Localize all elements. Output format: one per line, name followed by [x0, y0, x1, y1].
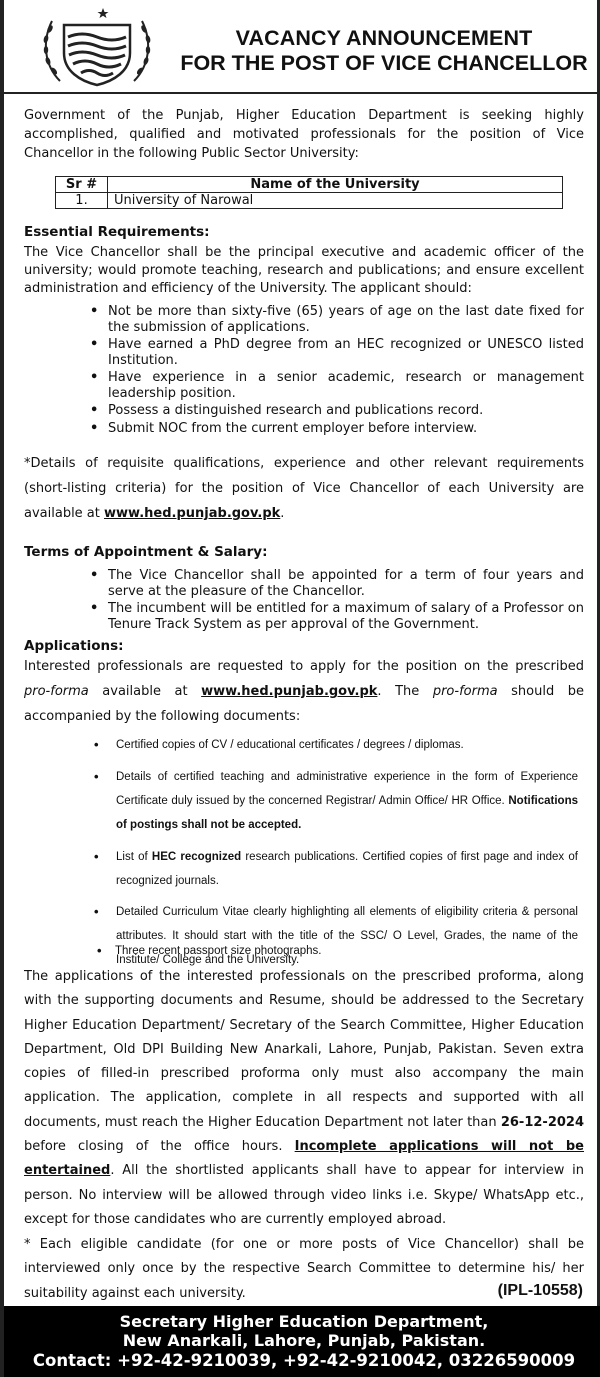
details-note-text: *Details of requisite qualifications, experience and other relevant requirements (short-listing criteria) for the position of Vice Chancellor of each University are available at	[24, 456, 584, 521]
table-row	[56, 193, 563, 209]
applications-text-a: Interested professionals are requested to apply for the position on the prescribed	[24, 659, 584, 674]
list-item: • Not be more than sixty-five (65) years of age on the last date fixed for the submission of applications.	[90, 304, 584, 335]
table-cell-sr: 1.	[56, 193, 108, 209]
header	[4, 0, 600, 94]
table-header-name: Name of the University	[108, 177, 563, 193]
submission-text-a: The applications of the interested professionals on the prescribed proforma, along with the supporting documents and Resume, should be addressed to the Secretary Higher Education Department/ Secretary of the Search Committee, Higher Education Department, Old DPI Building New Anarkali, Lahore, Punjab, Pakistan. Seven extra copies of filled-in prescribed proforma only must also accompany the main application. The application, complete in all respects and supported with all documents, must reach the Higher Education Department not later than	[24, 969, 584, 1130]
punjab-government-emblem-icon	[38, 3, 156, 89]
submission-text-b: before closing of the office hours.	[24, 1139, 295, 1155]
last-date: 26-12-2024	[500, 1114, 584, 1130]
proforma-term: pro-forma	[432, 684, 498, 699]
hed-website-link[interactable]: www.hed.punjab.gov.pk	[201, 684, 378, 699]
applications-text-b: available at	[88, 684, 202, 699]
footer-contact: Contact: +92-42-9210039, +92-42-9210042, 03226590009	[32, 1351, 576, 1370]
title-line-2: FOR THE POST OF VICE CHANCELLOR	[180, 51, 588, 75]
doc-publications-bold: HEC recognized	[151, 851, 242, 863]
hed-website-link[interactable]: www.hed.punjab.gov.pk	[104, 506, 281, 521]
footer-line-1: Secretary Higher Education Department,	[119, 1312, 489, 1331]
details-note-end: .	[280, 506, 285, 521]
list-item: • The Vice Chancellor shall be appointed for a term of four years and serve at the pleasure of the Chancellor.	[90, 568, 584, 599]
reference-number: (IPL-10558)	[497, 1282, 583, 1299]
applications-text	[24, 654, 584, 729]
footer	[4, 1306, 600, 1377]
documents-list	[94, 733, 578, 972]
interview-note: * Each eligible candidate (for one or more posts of Vice Chancellor) shall be interviewed only once by the respective Search Committee to determine his/ her suitability against each university.	[24, 1237, 584, 1301]
table-header-sr: Sr #	[56, 177, 108, 193]
list-item: • Have earned a PhD degree from an HEC recognized or UNESCO listed Institution.	[90, 337, 584, 368]
essential-requirements-list	[90, 304, 584, 438]
university-table	[55, 176, 563, 209]
list-item: • Certified copies of CV / educational certificates / degrees / diplomas.	[94, 733, 578, 757]
essential-requirements-heading: Essential Requirements:	[24, 224, 210, 240]
submission-paragraph	[24, 965, 584, 1232]
list-item: • Have experience in a senior academic, research or management leadership position.	[90, 370, 584, 401]
list-item: • The incumbent will be entitled for a maximum of salary of a Professor on Tenure Track System as per approval of the Government.	[90, 601, 584, 632]
applications-text-d: should be accompanied by the following documents:	[24, 684, 584, 724]
details-note	[24, 451, 584, 526]
list-item: • Detailed Curriculum Vitae clearly highlighting all elements of eligibility criteria & personal attributes. It should start with the title of the SSC/ O Level, Grades, the name of the Institute/ College and the University.	[94, 900, 578, 972]
title-line-1: VACANCY ANNOUNCEMENT	[235, 26, 533, 50]
footer-line-2: New Anarkali, Lahore, Punjab, Pakistan.	[122, 1331, 486, 1350]
list-item: • Submit NOC from the current employer before interview.	[90, 421, 584, 437]
essential-requirements-text: The Vice Chancellor shall be the principal executive and academic officer of the university; would promote teaching, research and publications; and ensure excellent administration and efficiency of the University. The applicant should:	[24, 245, 584, 296]
table-header-row	[56, 177, 563, 193]
doc-publications-b: research publications. Certified copies of first page and index of recognized journals.	[116, 851, 578, 887]
intro-paragraph: Government of the Punjab, Higher Education Department is seeking highly accomplished, qualified and motivated professionals for the position of Vice Chancellor in the following Public Sector University:	[24, 108, 584, 161]
doc-experience-bold: Notifications of postings shall not be accepted.	[116, 795, 578, 831]
table-cell-university: University of Narowal	[108, 193, 563, 209]
proforma-term: pro-forma	[24, 684, 89, 699]
doc-publications-a: List of	[116, 851, 152, 863]
list-item: • Possess a distinguished research and publications record.	[90, 403, 584, 419]
applications-text-c: . The	[377, 684, 433, 699]
documents-list-last	[97, 944, 577, 958]
doc-experience-text: Details of certified teaching and administrative experience in the form of Experience Certificate duly issued by the concerned Registrar/ Admin Office/ HR Office.	[116, 771, 578, 807]
incomplete-warning: Incomplete applications will not be entertained	[24, 1139, 585, 1179]
terms-list	[90, 568, 584, 634]
terms-heading: Terms of Appointment & Salary:	[24, 544, 268, 560]
list-item	[94, 845, 578, 893]
applications-heading: Applications:	[24, 638, 124, 654]
page-title	[164, 26, 600, 76]
submission-text-c: . All the shortlisted applicants shall have to appear for interview in person. No interview will be allowed through video links i.e. Skype/ WhatsApp etc., except for those candidates who are currently employed abroad.	[24, 1163, 584, 1227]
list-item	[94, 765, 578, 837]
list-item: • Three recent passport size photographs.	[97, 944, 577, 958]
